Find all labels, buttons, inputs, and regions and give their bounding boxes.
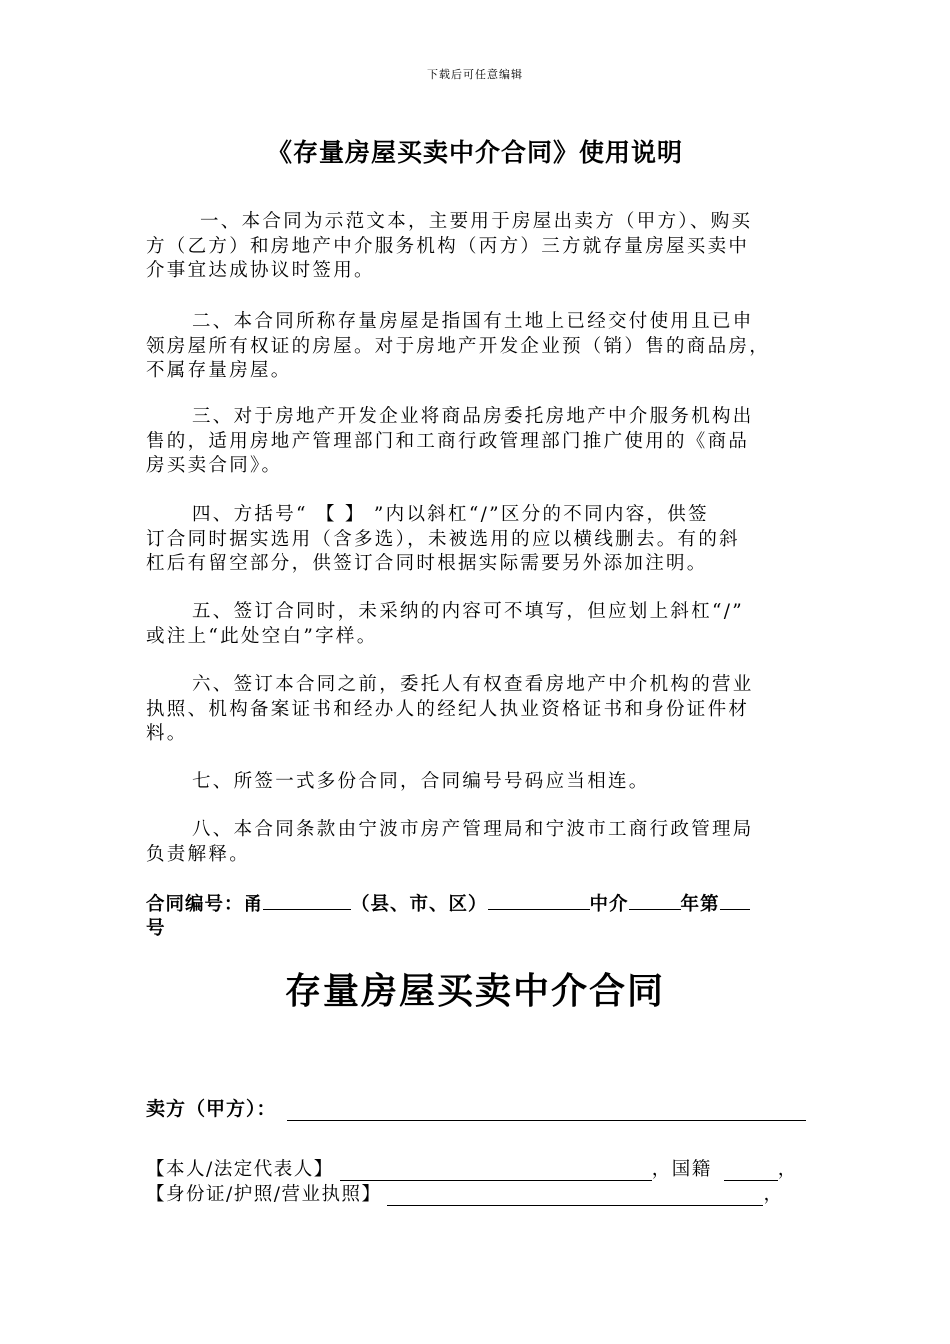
instruction-paragraph-4: 四、方括号“ 【 】 ”内以斜杠“/”区分的不同内容，供签 订合同时据实选用（含多选），未被选用的应以横线删去。有的斜 杠后有留空部分，供签订合同时根据实际需要另外添加注明。: [146, 504, 740, 574]
seller-name-field[interactable]: [287, 1100, 806, 1121]
contract-number-line: [146, 889, 806, 941]
id-number-field[interactable]: [387, 1185, 763, 1206]
nationality-label: ，国籍: [651, 1159, 712, 1180]
id-row: [146, 1180, 810, 1206]
seller-label: 卖方（甲方）：: [146, 1098, 277, 1120]
agency-suffix: 中介: [589, 894, 629, 915]
row-comma: ，: [763, 1184, 784, 1205]
instruction-paragraph-5: 五、签订合同时，未采纳的内容可不填写，但应划上斜杠“/” 或注上“此处空白”字样。: [146, 601, 745, 647]
instruction-paragraph-6: 六、签订本合同之前，委托人有权查看房地产中介机构的营业 执照、机构备案证书和经办人的经纪人执业资格证书和身份证件材 料。: [146, 674, 754, 744]
instruction-paragraph-8: 八、本合同条款由宁波市房产管理局和宁波市工商行政管理局 负责解释。: [146, 819, 754, 865]
instructions-title: 《存量房屋买卖中介合同》使用说明: [266, 138, 683, 167]
year-suffix: 年第: [680, 894, 720, 915]
instruction-paragraph-7: 七、所签一式多份合同，合同编号号码应当相连。: [192, 771, 650, 792]
instruction-paragraph-2: 二、本合同所称存量房屋是指国有土地上已经交付使用且已申 领房屋所有权证的房屋。对于房地产开发企业预（销）售的商品房， 不属存量房屋。: [146, 311, 771, 381]
id-label: 【身份证/护照/营业执照】: [146, 1184, 382, 1205]
header-note: 下载后可任意编辑: [427, 68, 523, 81]
serial-blank[interactable]: [720, 889, 750, 910]
contract-number-label: 合同编号：甬: [146, 894, 264, 915]
year-blank[interactable]: [629, 889, 681, 910]
seller-row: [146, 1094, 806, 1121]
nationality-field[interactable]: [724, 1160, 778, 1181]
instruction-paragraph-3: 三、对于房地产开发企业将商品房委托房地产中介服务机构出 售的，适用房地产管理部门和工商行政管理部门推广使用的《商品 房买卖合同》。: [146, 406, 754, 476]
number-suffix: 号: [146, 918, 166, 939]
county-code-blank[interactable]: [263, 889, 351, 910]
representative-label: 【本人/法定代表人】: [146, 1159, 334, 1180]
representative-row: [146, 1155, 810, 1181]
agency-code-blank[interactable]: [488, 889, 590, 910]
county-suffix: （县、市、区）: [351, 894, 488, 915]
contract-title: 存量房屋买卖中介合同: [284, 970, 665, 1012]
row-comma: ，: [777, 1159, 798, 1180]
instruction-paragraph-1: 一、本合同为示范文本，主要用于房屋出卖方（甲方）、购买 方（乙方）和房地产中介服务机构（丙方）三方就存量房屋买卖中 介事宜达成协议时签用。: [146, 211, 753, 281]
representative-field[interactable]: [340, 1160, 652, 1181]
